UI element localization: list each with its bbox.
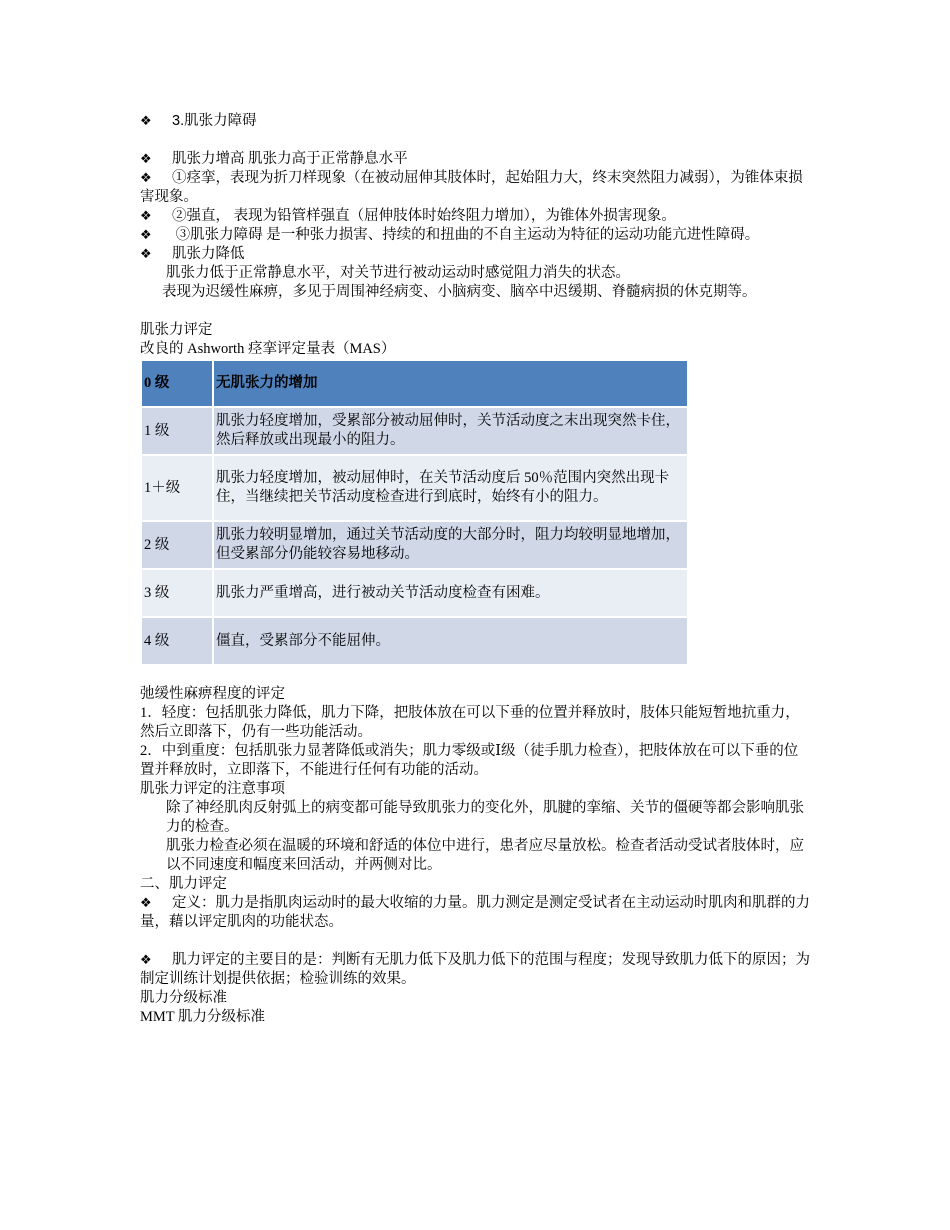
mas-table-header-row [141,360,688,407]
assessment-title: 肌张力评定 [140,322,213,338]
mas-grade-cell: 3 级 [141,569,213,617]
table-row [141,407,688,455]
diamond-bullet-icon: ❖ [140,228,152,243]
diamond-bullet-icon: ❖ [140,953,152,968]
hypertonia-title: ❖ 肌张力增高 肌张力高于正常静息水平 [140,151,408,167]
mas-grade-cell: 2 级 [141,521,213,569]
hypertonia-item-dystonia: ❖ ③肌张力障碍 是一种张力损害、持续的和扭曲的不自主运动为特征的运动功能亢进性障碍。 [140,227,760,243]
table-row [141,569,688,617]
strength-grading-title: 肌力分级标准 [140,990,227,1006]
strength-purpose: ❖ 肌力评定的主要目的是：判断有无肌力低下及肌力低下的范围与程度；发现导致肌力低下的原因；为制定训练计划提供依据；检验训练的效果。 [140,952,810,987]
mas-grade-cell: 1 级 [141,407,213,455]
table-row [141,521,688,569]
mas-desc-cell: 肌张力较明显增加，通过关节活动度的大部分时，阻力均较明显地增加，但受累部分仍能较容易地移动。 [213,521,688,569]
document-body [140,112,810,1027]
hypotonia-title: ❖ 肌张力降低 [140,246,245,262]
strength-definition: ❖ 定义：肌力是指肌肉运动时的最大收缩的力量。肌力测定是测定受试者在主动运动时肌肉和肌群的力量，藉以评定肌肉的功能状态。 [140,895,810,930]
mas-desc-cell: 肌张力轻度增加，受累部分被动屈伸时，关节活动度之末出现突然卡住，然后释放或出现最小的阻力。 [213,407,688,455]
mmt-grading-title: MMT 肌力分级标准 [140,1009,266,1025]
mas-desc-cell: 肌张力轻度增加，被动屈伸时，在关节活动度后 50％范围内突然出现卡住，当继续把关节活动度检查进行到底时，始终有小的阻力。 [213,455,688,521]
notes-paragraph-2: 肌张力检查必须在温暖的环境和舒适的体位中进行，患者应尽量放松。检查者活动受试者肢体时，应以不同速度和幅度来回活动，并两侧对比。 [166,838,804,873]
flaccid-title: 弛缓性麻痹程度的评定 [140,686,285,702]
diamond-bullet-icon: ❖ [140,114,152,129]
mas-grade-cell: 1＋级 [141,455,213,521]
diamond-bullet-icon: ❖ [140,896,152,911]
hypotonia-definition: 肌张力低于正常静息水平，对关节进行被动运动时感觉阻力消失的状态。 [166,265,630,281]
section-heading: ❖ 3.肌张力障碍 [140,113,257,129]
mas-table [140,359,689,666]
notes-title: 肌张力评定的注意事项 [140,781,285,797]
diamond-bullet-icon: ❖ [140,209,152,224]
table-row [141,455,688,521]
mas-table-title: 改良的 Ashworth 痉挛评定量表（MAS） [140,341,396,357]
mas-grade-cell: 4 级 [141,617,213,665]
diamond-bullet-icon: ❖ [140,171,152,186]
mas-desc-cell: 僵直，受累部分不能屈伸。 [213,617,688,665]
hypertonia-item-spasticity: ❖ ①痉挛，表现为折刀样现象（在被动屈伸其肢体时，起始阻力大，终末突然阻力减弱），为锥体束损害现象。 [140,170,803,205]
mas-desc-cell: 肌张力严重增高，进行被动关节活动度检查有困难。 [213,569,688,617]
diamond-bullet-icon: ❖ [140,247,152,262]
diamond-bullet-icon: ❖ [140,152,152,167]
mas-grade-cell: 0 级 [141,360,213,407]
hypertonia-item-rigidity: ❖ ②强直， 表现为铅管样强直（屈伸肢体时始终阻力增加），为锥体外损害现象。 [140,208,676,224]
table-row [141,617,688,665]
hypotonia-manifestation: 表现为迟缓性麻痹，多见于周围神经病变、小脑病变、脑卒中迟缓期、脊髓病损的休克期等。 [162,284,757,300]
flaccid-severe: 2．中到重度：包括肌张力显著降低或消失；肌力零级或Ⅰ级（徒手肌力检查），把肢体放在可以下垂的位置并释放时，立即落下，不能进行任何有功能的活动。 [140,743,799,778]
notes-paragraph-1: 除了神经肌肉反射弧上的病变都可能导致肌张力的变化外，肌腱的挛缩、关节的僵硬等都会影响肌张力的检查。 [166,800,804,835]
mas-desc-cell: 无肌张力的增加 [213,360,688,407]
strength-section-title: 二、肌力评定 [140,876,227,892]
flaccid-mild: 1．轻度：包括肌张力降低，肌力下降，把肢体放在可以下垂的位置并释放时，肢体只能短暂地抗重力，然后立即落下，仍有一些功能活动。 [140,705,800,740]
